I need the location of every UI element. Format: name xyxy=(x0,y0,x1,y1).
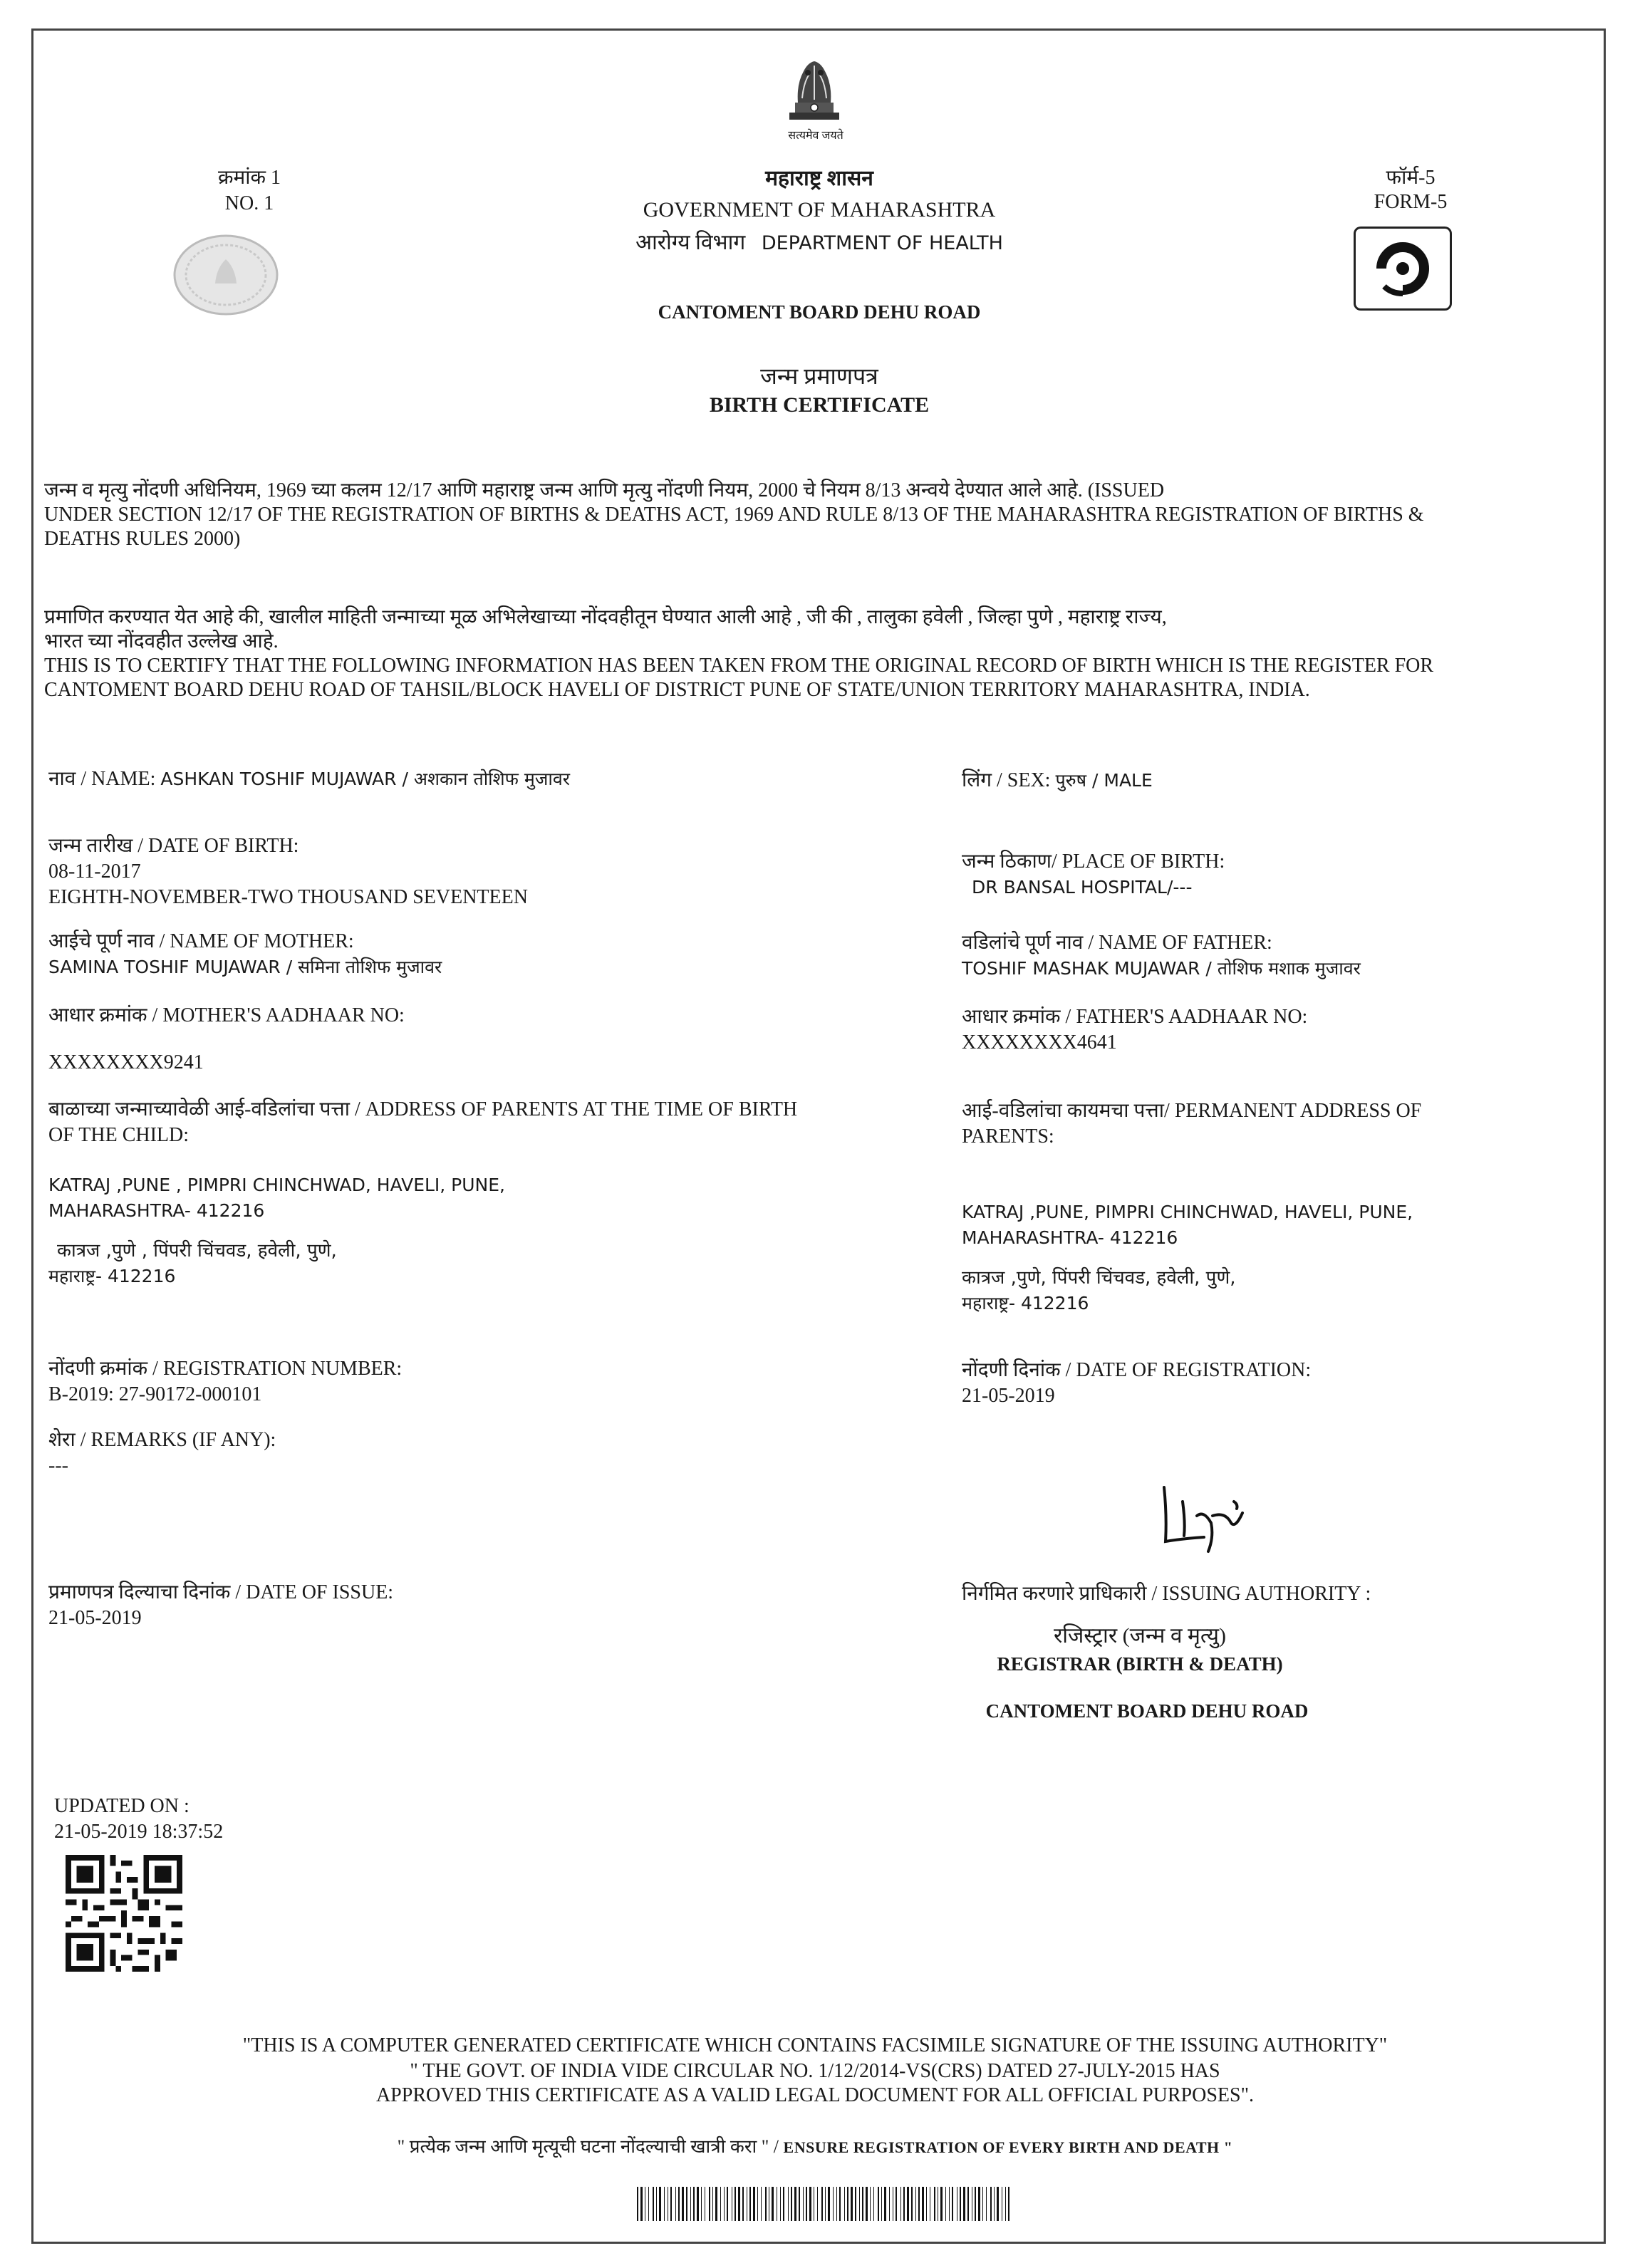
remarks-field xyxy=(48,1427,276,1479)
barcode-bar xyxy=(712,2187,713,2221)
barcode-bar xyxy=(653,2187,654,2221)
barcode-bar xyxy=(839,2187,841,2221)
barcode-bar xyxy=(945,2187,946,2221)
serial-number-mr: क्रमांक 1 xyxy=(217,167,281,189)
barcode-bar xyxy=(870,2187,871,2221)
registration-date-value: 21-05-2019 xyxy=(962,1385,1055,1407)
dob-value: 08-11-2017 xyxy=(48,860,141,883)
barcode-bar xyxy=(686,2187,687,2221)
barcode-bar xyxy=(960,2187,961,2221)
barcode-bar xyxy=(727,2187,728,2221)
footer-line-2: " THE GOVT. OF INDIA VIDE CIRCULAR NO. 1/12/2014-VS(CRS) DATED 27-JULY-2015 HAS xyxy=(410,2060,1220,2082)
barcode-bar xyxy=(828,2187,830,2221)
barcode-bar xyxy=(697,2187,699,2221)
barcode-bar xyxy=(836,2187,837,2221)
remarks-label: शेरा / REMARKS (IF ANY): xyxy=(48,1429,276,1451)
address-at-birth-en-1: KATRAJ ,PUNE , PIMPRI CHINCHWAD, HAVELI, PUNE, xyxy=(48,1175,506,1195)
barcode-bar xyxy=(799,2187,800,2221)
date-of-issue-label: प्रमाणपत्र दिल्याचा दिनांक / DATE OF ISSUE: xyxy=(48,1581,394,1603)
barcode-bar xyxy=(918,2187,920,2221)
barcode-bar xyxy=(1005,2187,1006,2221)
barcode-bar xyxy=(780,2187,781,2221)
authority-board: CANTOMENT BOARD DEHU ROAD xyxy=(985,1700,1309,1722)
certificate-title-en: BIRTH CERTIFICATE xyxy=(709,393,930,417)
barcode-bar xyxy=(866,2187,868,2221)
barcode-bar xyxy=(915,2187,916,2221)
barcode-bar xyxy=(851,2187,853,2221)
department-mr: आरोग्य विभाग xyxy=(635,231,746,254)
barcode-bar xyxy=(821,2187,823,2221)
barcode-bar xyxy=(926,2187,927,2221)
registrar-mr: रजिस्ट्रार (जन्म व मृत्यु) xyxy=(1053,1624,1227,1648)
barcode-bar xyxy=(637,2187,638,2221)
barcode-bar xyxy=(855,2187,856,2221)
barcode-bar xyxy=(640,2187,643,2221)
barcode-bar xyxy=(952,2187,953,2221)
emblem-motto: सत्यमेव जयते xyxy=(788,130,843,142)
sex-label: लिंग / SEX: xyxy=(962,769,1051,791)
pob-label: जन्म ठिकाण/ PLACE OF BIRTH: xyxy=(962,850,1225,873)
barcode-bar xyxy=(900,2187,901,2221)
permanent-address-mr-2: महाराष्ट्र- 412216 xyxy=(962,1293,1089,1314)
footer-line-3: APPROVED THIS CERTIFICATE AS A VALID LEGAL DOCUMENT FOR ALL OFFICIAL PURPOSES". xyxy=(375,2084,1255,2106)
barcode-bar xyxy=(878,2187,879,2221)
certify-mr-line-1: प्रमाणित करण्यात येत आहे की, खालील माहिती जन्माच्या मूळ अभिलेखाच्या नोंदवहीतून घेण्यात आली आहे , जी की , तालुका हवेली , जिल्हा पुणे , महाराष्ट्र राज्य, xyxy=(44,606,1167,628)
barcode-bar xyxy=(761,2187,762,2221)
barcode-bar xyxy=(1008,2187,1009,2221)
barcode-bar xyxy=(844,2187,845,2221)
issued-line-2: UNDER SECTION 12/17 OF THE REGISTRATION OF BIRTHS & DEATHS ACT, 1969 AND RULE 8/13 OF THE MAHARASHTRA REGISTRATION OF BIRTHS & xyxy=(44,504,1424,526)
govt-name-mr: महाराष्ट्र शासन xyxy=(765,167,873,190)
barcode-bar xyxy=(648,2187,649,2221)
barcode-bar xyxy=(656,2187,657,2221)
footer-slogan-en: ENSURE REGISTRATION OF EVERY BIRTH AND DEATH " xyxy=(783,2138,1233,2156)
barcode-bar xyxy=(847,2187,848,2221)
name-label: नाव / NAME: xyxy=(48,768,156,790)
barcode-bar xyxy=(693,2187,695,2221)
barcode-bar xyxy=(794,2187,796,2221)
footer-slogan-mr: " प्रत्येक जन्म आणि मृत्यूची घटना नोंदल्याची खात्री करा " / xyxy=(397,2136,779,2157)
barcode-bar xyxy=(701,2187,702,2221)
mother-aadhaar-field xyxy=(48,1003,405,1076)
permanent-address-en-1: KATRAJ ,PUNE, PIMPRI CHINCHWAD, HAVELI, PUNE, xyxy=(962,1202,1413,1222)
address-at-birth-field xyxy=(48,1097,797,1289)
mother-name-label: आईचे पूर्ण नाव / NAME OF MOTHER: xyxy=(48,930,354,952)
pob-field xyxy=(962,849,1225,900)
barcode-bar xyxy=(675,2187,676,2221)
issuing-authority-label: निर्गमित करणारे प्राधिकारी / ISSUING AUTHORITY : xyxy=(962,1583,1371,1605)
dob-field xyxy=(48,833,528,910)
remarks-value: --- xyxy=(48,1455,68,1477)
issued-line-3: DEATHS RULES 2000) xyxy=(44,528,241,550)
barcode-bar xyxy=(664,2187,665,2221)
department-en: DEPARTMENT OF HEALTH xyxy=(761,232,1003,254)
govt-name-en: GOVERNMENT OF MAHARASHTRA xyxy=(643,198,996,222)
mother-aadhaar-label: आधार क्रमांक / MOTHER'S AADHAAR NO: xyxy=(48,1004,405,1026)
father-name-label: वडिलांचे पूर्ण नाव / NAME OF FATHER: xyxy=(962,932,1272,954)
sex-field xyxy=(962,768,1153,794)
address-at-birth-label-2: OF THE CHILD: xyxy=(48,1124,190,1146)
certify-mr-line-2: भारत च्या नोंदवहीत उल्लेख आहे. xyxy=(44,630,279,652)
pob-value: DR BANSAL HOSPITAL/--- xyxy=(972,877,1193,898)
qr-code-icon xyxy=(66,1855,182,1972)
sex-value: पुरुष / MALE xyxy=(1055,770,1153,791)
barcode-bar xyxy=(738,2187,740,2221)
barcode-bar xyxy=(978,2187,980,2221)
barcode-bar xyxy=(911,2187,913,2221)
health-logo-icon xyxy=(1354,227,1452,311)
registrar-en: REGISTRAR (BIRTH & DEATH) xyxy=(997,1653,1283,1675)
father-name-field xyxy=(962,930,1361,982)
permanent-address-en-2: MAHARASHTRA- 412216 xyxy=(962,1227,1178,1248)
barcode-bar xyxy=(709,2187,710,2221)
barcode-bar xyxy=(825,2187,826,2221)
address-at-birth-label-1: बाळाच्या जन्माच्यावेळी आई-वडिलांचा पत्ता / ADDRESS OF PARENTS AT THE TIME OF BIRTH xyxy=(48,1098,798,1120)
address-at-birth-mr-1: कात्रज ,पुणे , पिंपरी चिंचवड, हवेली, पुणे, xyxy=(57,1240,337,1262)
barcode-bar xyxy=(670,2187,672,2221)
father-aadhaar-field xyxy=(962,1004,1307,1056)
barcode-bar xyxy=(859,2187,860,2221)
barcode-bar xyxy=(963,2187,965,2221)
barcode-bar xyxy=(690,2187,691,2221)
father-aadhaar-label: आधार क्रमांक / FATHER'S AADHAAR NO: xyxy=(962,1006,1308,1028)
barcode-bar xyxy=(862,2187,863,2221)
serial-number-en: NO. 1 xyxy=(224,192,274,214)
certify-paragraph xyxy=(44,605,1597,702)
date-of-issue-field xyxy=(48,1580,393,1631)
permanent-address-label-1: आई-वडिलांचा कायमचा पत्ता/ PERMANENT ADDRESS OF xyxy=(962,1100,1422,1122)
mother-aadhaar-value: XXXXXXXX9241 xyxy=(48,1051,204,1073)
barcode-bar xyxy=(682,2187,684,2221)
barcode-bar xyxy=(806,2187,807,2221)
updated-on-label: UPDATED ON : xyxy=(54,1795,190,1817)
form-number-mr: फॉर्म-5 xyxy=(1386,167,1436,189)
barcode-bar xyxy=(803,2187,804,2221)
barcode-bar xyxy=(833,2187,834,2221)
barcode-bar xyxy=(884,2187,886,2221)
issued-under-paragraph xyxy=(44,479,1597,551)
date-of-issue-value: 21-05-2019 xyxy=(48,1607,142,1629)
registration-number-field xyxy=(48,1356,402,1408)
updated-on-value: 21-05-2019 18:37:52 xyxy=(54,1821,224,1843)
barcode-bar xyxy=(765,2187,767,2221)
mother-name-field xyxy=(48,929,442,980)
barcode-bar xyxy=(734,2187,736,2221)
barcode-bar xyxy=(720,2187,721,2221)
dob-words: EIGHTH-NOVEMBER-TWO THOUSAND SEVENTEEN xyxy=(48,886,528,908)
barcode-bar xyxy=(994,2187,995,2221)
department xyxy=(570,229,1069,257)
barcode-bar xyxy=(724,2187,725,2221)
permanent-address-field xyxy=(962,1098,1421,1316)
barcode-bar xyxy=(896,2187,897,2221)
father-aadhaar-value: XXXXXXXX4641 xyxy=(962,1031,1117,1054)
dob-label: जन्म तारीख / DATE OF BIRTH: xyxy=(48,835,299,857)
footer-line-1: "THIS IS A COMPUTER GENERATED CERTIFICATE WHICH CONTAINS FACSIMILE SIGNATURE OF THE ISSUING AUTHORITY" xyxy=(242,2034,1388,2056)
registration-date-field xyxy=(962,1358,1311,1409)
board-name: CANTOMENT BOARD DEHU ROAD xyxy=(658,301,981,323)
round-seal-icon xyxy=(172,234,279,316)
barcode-bar xyxy=(753,2187,755,2221)
barcode-bar xyxy=(788,2187,789,2221)
barcode-bar xyxy=(678,2187,680,2221)
registration-number-value: B-2019: 27-90172-000101 xyxy=(48,1383,262,1405)
barcode-bar xyxy=(791,2187,792,2221)
barcode-bar xyxy=(772,2187,774,2221)
barcode-bar xyxy=(986,2187,987,2221)
barcode-bar xyxy=(809,2187,811,2221)
registration-date-label: नोंदणी दिनांक / DATE OF REGISTRATION: xyxy=(962,1359,1312,1381)
barcode-bar xyxy=(903,2187,905,2221)
barcode-bar xyxy=(934,2187,935,2221)
name-field xyxy=(48,766,570,792)
updated-on-field xyxy=(54,1794,223,1845)
barcode-bar xyxy=(783,2187,784,2221)
barcode-icon xyxy=(637,2187,1016,2221)
permanent-address-label-2: PARENTS: xyxy=(962,1125,1054,1148)
barcode-bar xyxy=(982,2187,983,2221)
barcode-bar xyxy=(715,2187,717,2221)
barcode-bar xyxy=(889,2187,890,2221)
barcode-bar xyxy=(997,2187,999,2221)
barcode-bar xyxy=(967,2187,969,2221)
father-name-value: TOSHIF MASHAK MUJAWAR / तोशिफ मशाक मुजावर xyxy=(962,958,1361,979)
barcode-bar xyxy=(757,2187,758,2221)
barcode-bar xyxy=(907,2187,909,2221)
signature-icon xyxy=(1154,1473,1268,1559)
mother-name-value: SAMINA TOSHIF MUJAWAR / समिना तोशिफ मुजावर xyxy=(48,957,442,977)
barcode-bar xyxy=(922,2187,924,2221)
barcode-bar xyxy=(873,2187,874,2221)
certify-en-line-2: CANTOMENT BOARD DEHU ROAD OF TAHSIL/BLOCK HAVELI OF DISTRICT PUNE OF STATE/UNION TERRITORY MAHARASHTRA, INDIA. xyxy=(44,679,1310,701)
barcode-bar xyxy=(659,2187,661,2221)
issued-line-1: जन्म व मृत्यु नोंदणी अधिनियम, 1969 च्या कलम 12/17 आणि महाराष्ट्र जन्म आणि मृत्यु नोंदणी नियम, 2000 चे नियम 8/13 अन्वये देण्यात आले आहे. (ISSUED xyxy=(44,479,1165,501)
footer-slogan xyxy=(0,2133,1630,2158)
barcode-bar xyxy=(949,2187,950,2221)
certificate-title-mr: जन्म प्रमाणपत्र xyxy=(760,363,878,389)
name-value: ASHKAN TOSHIF MUJAWAR / अशकान तोशिफ मुजावर xyxy=(160,769,570,789)
registration-number-label: नोंदणी क्रमांक / REGISTRATION NUMBER: xyxy=(48,1358,403,1380)
barcode-bar xyxy=(990,2187,992,2221)
barcode-bar xyxy=(749,2187,751,2221)
ashoka-emblem-icon xyxy=(775,56,853,127)
barcode-bar xyxy=(940,2187,943,2221)
certify-en-line-1: THIS IS TO CERTIFY THAT THE FOLLOWING INFORMATION HAS BEEN TAKEN FROM THE ORIGINAL RECORD OF BIRTH WHICH IS THE REGISTER FOR xyxy=(44,655,1434,677)
address-at-birth-mr-2: महाराष्ट्र- 412216 xyxy=(48,1266,176,1286)
form-number-en: FORM-5 xyxy=(1374,191,1448,213)
barcode-bar xyxy=(742,2187,744,2221)
permanent-address-mr-1: कात्रज ,पुणे, पिंपरी चिंचवड, हवेली, पुणे, xyxy=(962,1267,1236,1289)
barcode-bar xyxy=(975,2187,976,2221)
barcode-bar xyxy=(881,2187,882,2221)
barcode-bar xyxy=(817,2187,818,2221)
address-at-birth-en-2: MAHARASHTRA- 412216 xyxy=(48,1200,265,1221)
